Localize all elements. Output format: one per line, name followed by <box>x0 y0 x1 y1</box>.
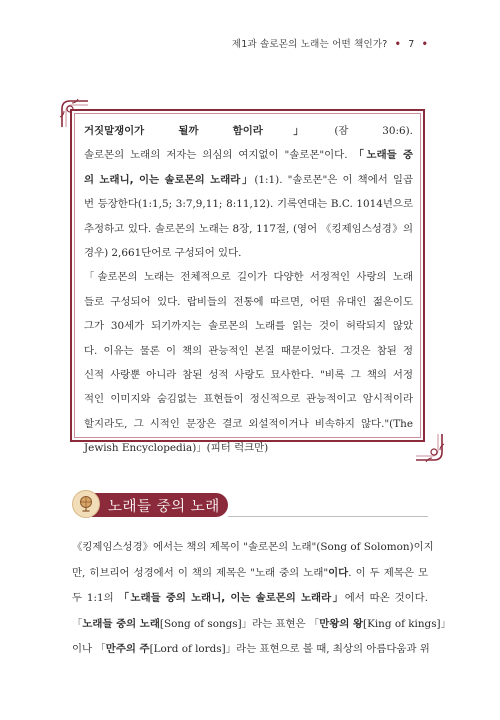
text-run: 노래들 중의 노래 <box>82 617 160 630</box>
text-line <box>84 119 413 143</box>
quote-box <box>70 109 425 455</box>
running-header <box>232 36 432 50</box>
text-run: 에서 따온 것이다. <box>344 592 429 605</box>
text-run: 「솔로몬의 노래는 전체적으로 길이가 다양한 서정적인 사랑의 노래 <box>84 271 413 284</box>
section-rule <box>228 516 428 517</box>
page-number: 7 <box>408 39 415 50</box>
text-line <box>84 387 413 411</box>
text-line <box>72 637 428 663</box>
text-line <box>84 314 413 338</box>
text-run: 이다 <box>328 566 349 579</box>
text-line <box>72 561 428 587</box>
text-line <box>84 241 413 265</box>
text-run: 번 등장한다(1:1,5; 3:7,9,11; 8:11,12). 기록연대는 B.C. 1014년으로 <box>84 198 413 211</box>
text-run: [Lord of lords]」라는 표현으로 볼 때, 최상의 아름다움과 위 <box>149 643 430 656</box>
text-run: [King of kings]」 <box>363 617 451 630</box>
text-run: 그가 30세가 되기까지는 솔로몬의 노래를 읽는 것이 허락되지 않았 <box>84 320 413 333</box>
corner-ornament-icon <box>412 430 446 464</box>
text-run: 이나 「 <box>72 643 106 656</box>
text-line <box>84 290 413 314</box>
text-run: 거짓말쟁이가 될까 함이라」 <box>84 125 335 137</box>
text-line <box>84 339 413 363</box>
text-line <box>72 535 434 561</box>
globe-icon <box>72 490 100 518</box>
text-line <box>72 612 451 638</box>
text-run: 「노래들 중의 노래니, 이는 솔로몬의 노래라」 <box>118 592 345 605</box>
text-run: Jewish Encyclopedia)」(피터 럭크만) <box>84 442 269 455</box>
text-line <box>84 143 413 167</box>
text-run: 「노래들 중 <box>353 149 413 162</box>
text-run: 만, 히브리어 성경에서 이 책의 제목은 "노래 중의 노래" <box>72 566 329 579</box>
text-run: 추정하고 있다. 솔로몬의 노래는 8장, 117절, (영어 《킹제임스성경》의 <box>84 222 413 235</box>
text-run: (1:1). "솔로몬"은 이 책에서 일곱 <box>254 173 414 186</box>
text-run: 솔로몬의 노래의 저자는 의심의 여지없이 "솔로몬"이다. <box>84 149 354 162</box>
text-run: 만왕의 왕 <box>319 617 364 630</box>
text-run: 할지라도, 그 시적인 문장은 결코 외설적이거나 비속하지 않다."(The <box>84 417 413 430</box>
text-line <box>84 436 413 460</box>
text-run: 두 1:1의 <box>72 592 119 605</box>
text-line <box>72 586 428 612</box>
text-run: (잠 30:6). <box>334 125 413 137</box>
text-run: 들로 구성되어 있다. 랍비들의 전통에 따르면, 어떤 유대인 젊은이도 <box>84 295 413 308</box>
quote-text <box>84 119 413 461</box>
chapter-title: 제1과 솔로몬의 노래는 어떤 책인가? <box>231 39 388 50</box>
text-line <box>84 168 413 192</box>
header-bullet-right: • <box>421 39 428 50</box>
text-line <box>84 265 413 289</box>
section-title: 노래들 중의 노래 <box>108 499 220 515</box>
text-run: 적인 이미지와 숨김없는 표현들이 정신적으로 관능적이고 암시적이라 <box>84 393 413 406</box>
text-run: 다. 이유는 물론 이 책의 관능적인 본질 때문이었다. 그것은 참된 정 <box>84 344 413 357</box>
header-bullet-left: • <box>394 39 401 50</box>
text-line <box>84 363 413 387</box>
body-text <box>72 535 451 663</box>
text-run: 경우) 2,661단어로 구성되어 있다. <box>84 247 242 260</box>
text-run: 「 <box>72 617 83 630</box>
text-line <box>84 217 413 241</box>
text-run: . 이 두 제목은 모 <box>348 566 428 579</box>
text-run: 만주의 주 <box>105 643 150 656</box>
text-run: 신적 사랑뿐 아니라 참된 성적 사랑도 묘사한다. "비록 그 책의 서정 <box>84 369 413 382</box>
text-run: 의 노래니, 이는 솔로몬의 노래라」 <box>84 173 255 186</box>
section-heading <box>72 492 428 518</box>
text-run: 《킹제임스성경》에서는 책의 제목이 "솔로몬의 노래"(Song of Solomon)이지 <box>72 541 434 553</box>
text-line <box>84 412 413 436</box>
text-run: [Song of songs]」라는 표현은 「 <box>159 617 320 630</box>
text-line <box>84 192 413 216</box>
